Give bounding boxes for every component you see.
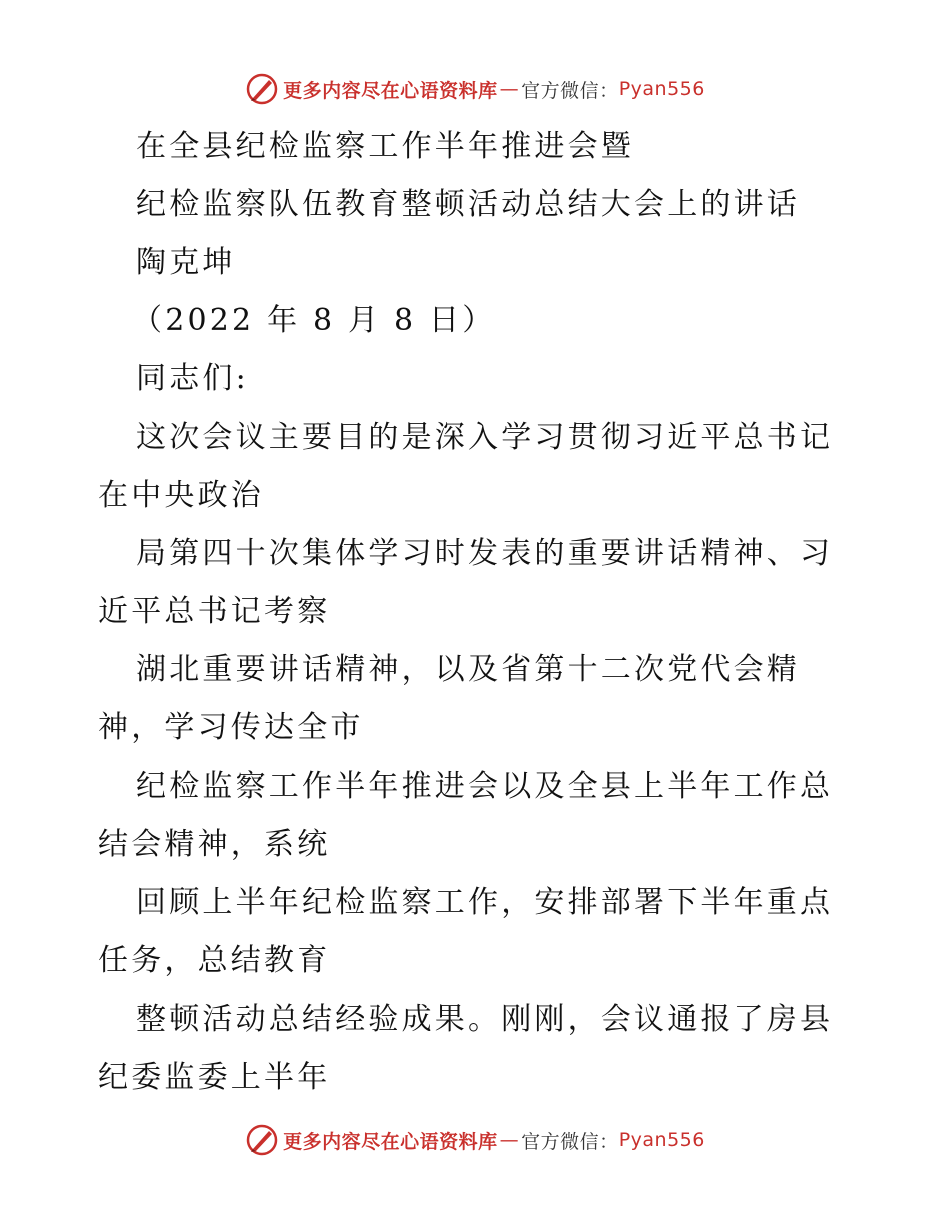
- quill-logo-icon: [245, 1123, 279, 1157]
- watermark-dash: —: [499, 78, 520, 100]
- watermark-brand: 更多内容尽在心语资料库: [283, 1130, 498, 1153]
- watermark-banner-bottom: [0, 1120, 950, 1160]
- body-line: 局第四十次集体学习时发表的重要讲话精神、习: [136, 536, 834, 571]
- body-line: 任务，总结教育: [98, 943, 331, 978]
- watermark-dash: —: [499, 1129, 520, 1151]
- watermark-wechat-id: Pyan556: [618, 78, 705, 100]
- title-line-1: 在全县纪检监察工作半年推进会暨: [136, 129, 634, 164]
- body-line: 纪检监察工作半年推进会以及全县上半年工作总: [136, 769, 834, 804]
- watermark-official-label: 官方微信：: [521, 1130, 619, 1153]
- body-line: 这次会议主要目的是深入学习贯彻习近平总书记: [136, 420, 834, 455]
- salutation: 同志们:: [136, 361, 249, 396]
- body-line: 湖北重要讲话精神，以及省第十二次党代会精: [136, 652, 800, 687]
- body-line: 整顿活动总结经验成果。刚刚，会议通报了房县: [136, 1002, 834, 1037]
- body-line: 在中央政治: [98, 478, 264, 513]
- body-line: 回顾上半年纪检监察工作，安排部署下半年重点: [136, 885, 834, 920]
- body-line: 近平总书记考察: [98, 594, 331, 629]
- body-line: 纪委监委上半年: [98, 1060, 331, 1095]
- speaker-name: 陶克坤: [136, 245, 236, 280]
- watermark-brand: 更多内容尽在心语资料库: [283, 79, 498, 102]
- title-line-2: 纪检监察队伍教育整顿活动总结大会上的讲话: [136, 187, 800, 222]
- body-line: 神，学习传达全市: [98, 710, 364, 745]
- quill-logo-icon: [245, 72, 279, 106]
- watermark-official-label: 官方微信：: [521, 79, 619, 102]
- watermark-wechat-id: Pyan556: [618, 1129, 705, 1151]
- speech-date: （2022 年 8 月 8 日）: [132, 303, 496, 338]
- watermark-banner-top: [0, 69, 950, 109]
- body-line: 结会精神，系统: [98, 827, 331, 862]
